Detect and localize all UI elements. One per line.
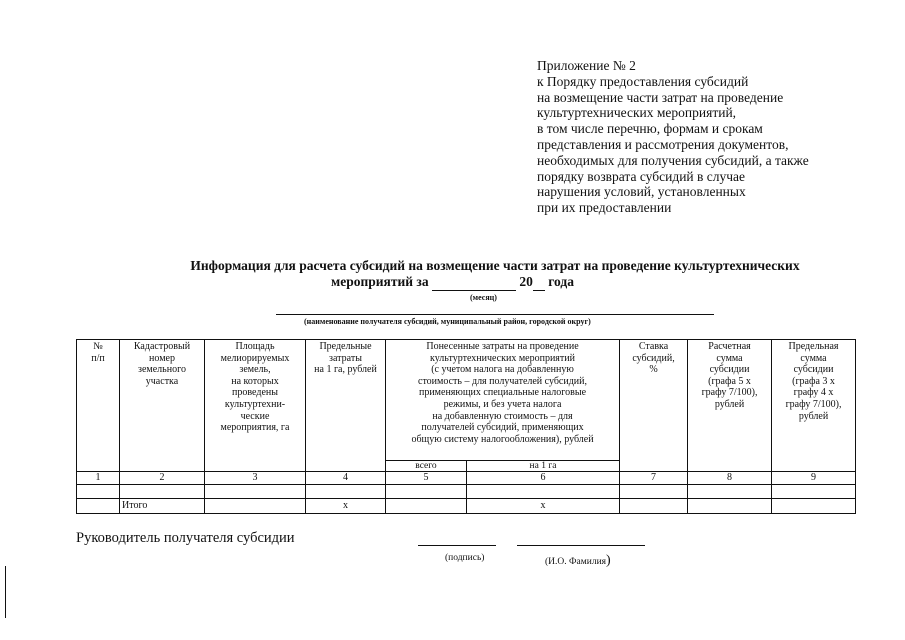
empty-cell xyxy=(386,499,467,514)
header-cell: Кадастровый номер земельного участка xyxy=(120,340,205,472)
header-cell: Расчетная сумма субсидии (графа 5 х графу 7/100), рублей xyxy=(688,340,772,472)
signature-caption: (подпись) xyxy=(445,553,485,563)
signer-label: Руководитель получателя субсидии xyxy=(76,530,295,546)
recipient-line xyxy=(276,314,714,315)
number-cell: 6 xyxy=(467,472,620,485)
appendix-line: при их предоставлении xyxy=(537,200,672,216)
header-cell: Предельная сумма субсидии (графа 3 х графу 4 х графу 7/100), рублей xyxy=(772,340,856,472)
table-total-row xyxy=(77,499,856,514)
document-title-line2 xyxy=(0,274,905,291)
header-cell: Понесенные затраты на проведение культуртехнических мероприятий (с учетом налога на добавленную стоимость – для получателей субсидий, применяющих специальные налоговые режимы, и без учета налога на добавленную стоимость – для получателей субсидий, применяющих общую систему налогообложения), рублей xyxy=(386,340,620,461)
empty-cell xyxy=(688,485,772,499)
recipient-caption: (наименование получателя субсидий, муниципальный район, городской округ) xyxy=(304,317,591,326)
title-year-label: года xyxy=(548,274,574,289)
table-header-row xyxy=(77,340,856,461)
empty-cell xyxy=(205,499,306,514)
appendix-line: нарушения условий, установленных xyxy=(537,184,746,200)
subsidy-table xyxy=(76,339,856,514)
appendix-line: необходимых для получения субсидий, а также xyxy=(537,152,809,168)
empty-cell xyxy=(688,499,772,514)
empty-cell xyxy=(386,485,467,499)
header-cell: Предельные затраты на 1 га, рублей xyxy=(306,340,386,472)
header-cell: № п/п xyxy=(77,340,120,472)
subheader-cell: на 1 га xyxy=(467,461,620,472)
number-cell: 4 xyxy=(306,472,386,485)
appendix-block xyxy=(537,58,877,216)
year-blank xyxy=(533,274,545,291)
number-cell: 5 xyxy=(386,472,467,485)
name-caption-text: (И.О. Фамилия xyxy=(545,557,607,567)
name-caption-paren: ) xyxy=(606,553,611,568)
table-empty-row xyxy=(77,485,856,499)
subheader-cell: всего xyxy=(386,461,467,472)
appendix-line: представления и рассмотрения документов, xyxy=(537,136,789,152)
name-line xyxy=(517,545,645,546)
total-label: Итого xyxy=(120,499,205,514)
title-year-prefix: 20 xyxy=(519,274,533,289)
table-number-row xyxy=(77,472,856,485)
number-cell: 3 xyxy=(205,472,306,485)
month-blank xyxy=(432,274,516,291)
signature-line xyxy=(418,545,496,546)
appendix-line: в том числе перечню, формам и срокам xyxy=(537,121,763,137)
number-cell: 2 xyxy=(120,472,205,485)
empty-cell xyxy=(467,485,620,499)
name-caption xyxy=(545,553,611,569)
total-cell: х xyxy=(306,499,386,514)
empty-cell xyxy=(620,485,688,499)
empty-cell xyxy=(772,499,856,514)
appendix-line: к Порядку предоставления субсидий xyxy=(537,73,749,89)
margin-mark xyxy=(5,566,6,618)
empty-cell xyxy=(120,485,205,499)
empty-cell xyxy=(620,499,688,514)
appendix-line: культуртехнических мероприятий, xyxy=(537,105,737,121)
document-title: Информация для расчета субсидий на возмещение части затрат на проведение культуртехнических xyxy=(190,258,800,273)
total-cell: х xyxy=(467,499,620,514)
empty-cell xyxy=(772,485,856,499)
number-cell: 8 xyxy=(688,472,772,485)
number-cell: 7 xyxy=(620,472,688,485)
empty-cell xyxy=(306,485,386,499)
empty-cell xyxy=(205,485,306,499)
appendix-line: на возмещение части затрат на проведение xyxy=(537,89,784,105)
header-cell: Площадь мелиорируемых земель, на которых проведены культуртехни- ческие мероприятия, га xyxy=(205,340,306,472)
appendix-line: порядку возврата субсидий в случае xyxy=(537,168,746,184)
title-period-label: мероприятий за xyxy=(331,274,429,289)
empty-cell xyxy=(77,499,120,514)
appendix-line: Приложение № 2 xyxy=(537,58,636,73)
month-caption: (месяц) xyxy=(470,293,497,302)
empty-cell xyxy=(77,485,120,499)
number-cell: 9 xyxy=(772,472,856,485)
header-cell: Ставка субсидий, % xyxy=(620,340,688,472)
number-cell: 1 xyxy=(77,472,120,485)
